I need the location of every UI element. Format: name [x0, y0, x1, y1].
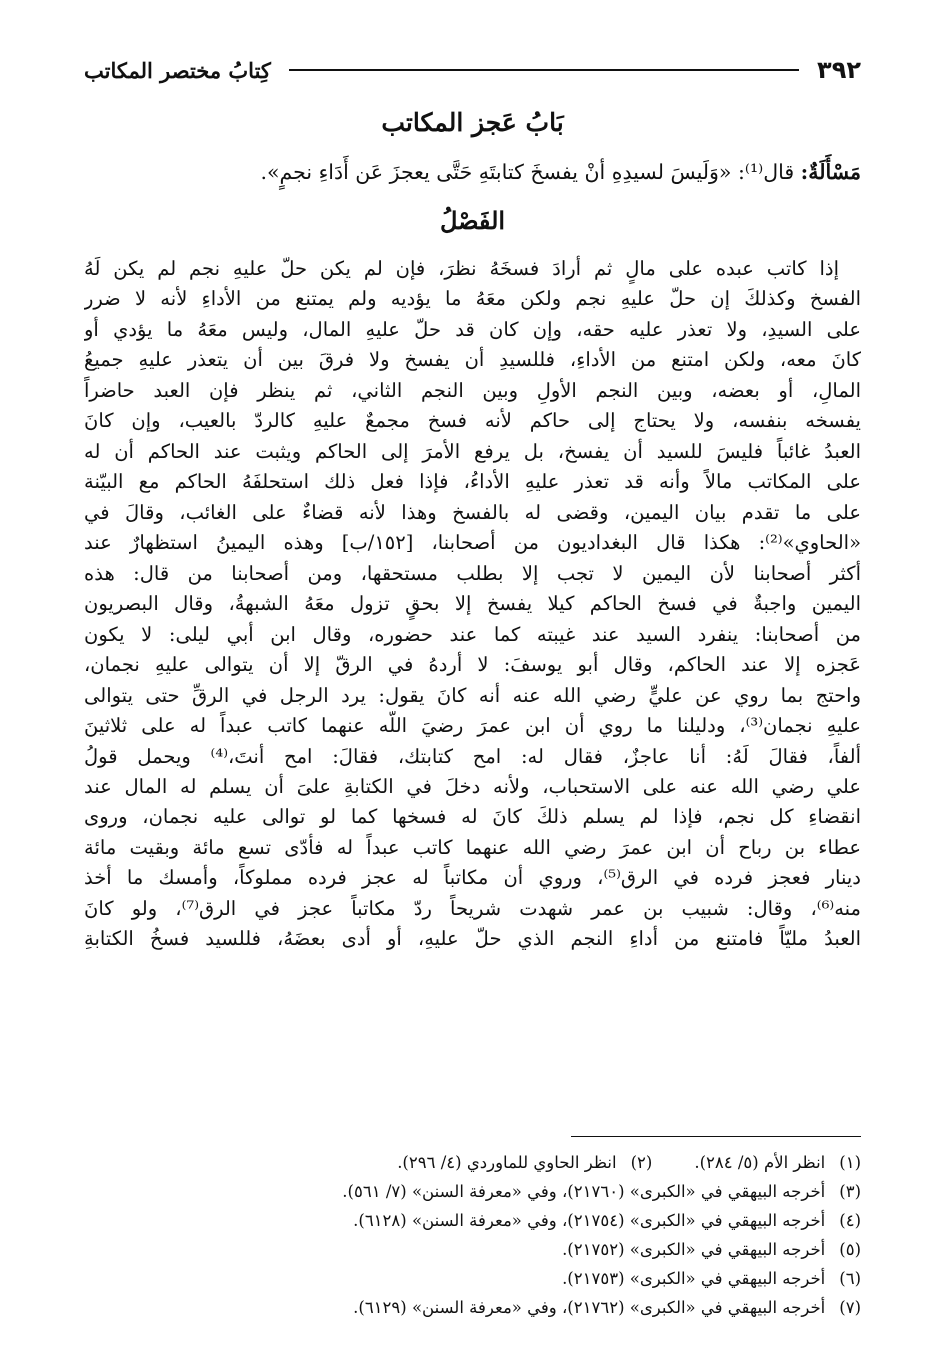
footnote-rule — [571, 1136, 861, 1137]
book-title: كِتابُ مختصر المكاتب — [84, 57, 271, 83]
footnote — [342, 1177, 861, 1206]
footnote-row — [84, 1206, 861, 1235]
footnote-text: أخرجه البيهقي في «الكبرى» (٢١٧٥٤)، وفي «معرفة السنن» (٦١٢٨). — [353, 1211, 826, 1230]
running-header — [84, 48, 861, 92]
body-line: عطاء بن رباح أن ابن عمرَ رضي الله عنهما كاتب عبداً له فأدّى تسع مائة وبقيت مائة — [84, 835, 861, 859]
footnote-row — [84, 1148, 861, 1177]
body-line: من أصحابنا: ينفرد السيد عند غيبته كما عند حضوره، وقال ابن أبي ليلى: لا يكون — [84, 622, 861, 646]
footnote-text: انظر الحاوي للماوردي (٤/ ٢٩٦). — [397, 1153, 617, 1172]
footnote-number: (١) — [839, 1153, 861, 1172]
body-line: عليهِ نجمان⁽³⁾، ودليلنا ما روي أن ابن عمرَ رضيَ اللّه عنهما كاتب عبداً له على ثلاثينَ — [84, 714, 861, 738]
body-text — [84, 254, 861, 955]
footnote — [353, 1206, 861, 1235]
body-line: اليمين واجبةٌ في فسخ الحاكم كيلا يفسخ إلا بحقٍ تزول معَهُ الشبهةُ، وقال البصريون — [84, 592, 861, 616]
chapter-title: بَابُ عَجز المكاتب — [381, 108, 564, 137]
body-line: علي رضي الله عنه على الاستحباب، ولأنه دخلَ في الكتابةِ علىَ أن يسلم له المال عند — [84, 774, 861, 798]
body-line: العبدُ مليّاً فامتنع من أداءِ النجم الذي حلّ عليهِ، أو أدى بعضَهُ، فللسيد فسخُ الكتابةِ — [84, 927, 861, 951]
footnote-row — [84, 1264, 861, 1293]
body-line: ألفاً، فقالَ لَهُ: أنا عاجزٌ، فقال له: امح كتابتك، فقالَ: امح أنتَ،⁽⁴⁾ ويحمل قولُ — [84, 744, 861, 768]
footnote — [562, 1235, 861, 1264]
body-line: إذا كاتب عبده على مالٍ ثم أرادَ فسخَهُ نظرَ، فإن لم يكن حلّ عليهِ نجم لم يكن لَهُ — [84, 257, 839, 280]
body-line: العبدُ غائباً فليسَ للسيد أن يفسخ، بل يرفع الأمرَ إلى الحاكم ويثبت عند الحاكم أن له — [84, 439, 861, 463]
body-line: على المكاتب مالاً وأنه قد تعذر عليهِ الأداءُ، فإذا فعل ذلك استحلفَهُ الحاكم مع البيّنة — [84, 470, 861, 494]
body-line: دينار فعجز فرده في الرق⁽⁵⁾، وروي أن مكاتباً له عجز فرده مملوكاً، وأمسك ما أخذ — [84, 866, 861, 890]
footnote-row — [84, 1235, 861, 1264]
body-line: «الحاوي»⁽²⁾: هكذا قال البغداديون من أصحابنا، [١٥٢/ب] وهذه اليمينُ استظهارٌ عند — [84, 531, 861, 555]
footnote-number: (٣) — [839, 1182, 861, 1201]
masala-line — [84, 155, 861, 189]
body-line: المالِ، أو بعضه، وبين النجم الأولِ وبين النجم الثاني، ثم ينظر فإن العبد حاضراً — [84, 378, 861, 402]
footnote-number: (٥) — [839, 1240, 861, 1259]
masala-text: قال⁽¹⁾: «وَلَيسَ لسيدِهِ أنْ يفسخَ كتابتَهِ حَتَّى يعجزَ عَن أَدَاءِ نجمٍ». — [260, 160, 795, 184]
footnote-number: (٢) — [630, 1153, 653, 1172]
footnote — [562, 1264, 861, 1293]
footnote-row — [84, 1293, 861, 1322]
footnote-number: (٤) — [839, 1211, 861, 1230]
body-line: أكثر أصحابنا لأن اليمين لا تجب إلا بطلب مستحقها، ومن أصحابنا من قال: هذه — [84, 561, 861, 585]
body-line: عَجزه إلا عند الحاكم، وقال أبو يوسفَ: لا أردهُ في الرقّ إلا أن يتوالى عليهِ نجمان، — [84, 653, 861, 677]
footnote-text: أخرجه البيهقي في «الكبرى» (٢١٧٦٠)، وفي «معرفة السنن» (٧/ ٥٦١). — [342, 1182, 826, 1201]
body-line: الفسخ وكذلكَ إن حلّ عليهِ نجم ولكن معَهُ ما يؤديه ولم يمتنع من الأداءِ لأنه لا ضرر — [84, 287, 861, 311]
footnote-number: (٧) — [839, 1298, 861, 1317]
footnote-text: انظر الأم (٥/ ٢٨٤). — [694, 1153, 826, 1172]
body-line: يفسخه بنفسه، ولا يحتاج إلى حاكم لأنه فسخ مجمعٌ عليهِ كالردّ بالعيب، وإن كانَ — [84, 409, 861, 433]
footnote-number: (٦) — [839, 1269, 861, 1288]
footnote-text: أخرجه البيهقي في «الكبرى» (٢١٧٦٢)، وفي «معرفة السنن» (٦١٢٩). — [353, 1298, 826, 1317]
body-line: انقضاءِ كل نجم، فإذا لم يسلم ذلكَ كانَ له فسخها كما لو توالى عليه نجمان، وروى — [84, 805, 861, 829]
footnotes — [84, 1148, 861, 1322]
footnote — [694, 1148, 861, 1177]
page-number: ٣٩٢ — [817, 56, 861, 84]
masala-label: مَسْأَلَةٌ: — [800, 160, 861, 184]
footnote — [353, 1293, 861, 1322]
footnote-text: أخرجه البيهقي في «الكبرى» (٢١٧٥٢). — [562, 1240, 826, 1259]
footnote-row — [84, 1177, 861, 1206]
header-rule — [289, 69, 799, 71]
body-line: كانَ معه، ولكن امتنع من الأداءِ، فللسيدِ أن يفسخ ولا فرقَ بين أن يتعذر عليهِ جميعُ — [84, 348, 861, 372]
body-line: على ما تقدم بيان اليمين، وقضى له بالفسخ وهذا لأنه قضاءٌ على الغائب، وقالَ في — [84, 500, 861, 524]
body-line: واحتج بما روي عن عليٍّ رضي الله عنه أنه كانَ يقول: يرد الرجل في الرقِّ حتى يتوالى — [84, 683, 861, 707]
footnote — [397, 1148, 652, 1177]
body-line: على السيدِ، ولا تعذر عليه حقه، وإن كان قد حلّ عليهِ المال، وليس معَهُ ما يؤدي أو — [84, 317, 861, 341]
section-title: الفَصْلُ — [439, 206, 506, 235]
footnote-text: أخرجه البيهقي في «الكبرى» (٢١٧٥٣). — [562, 1269, 826, 1288]
body-line: منه⁽⁶⁾، وقال: شبيب بن عمر شهدت شريحاً ردّ مكاتباً عجز في الرق⁽⁷⁾، ولو كانَ — [84, 896, 861, 920]
